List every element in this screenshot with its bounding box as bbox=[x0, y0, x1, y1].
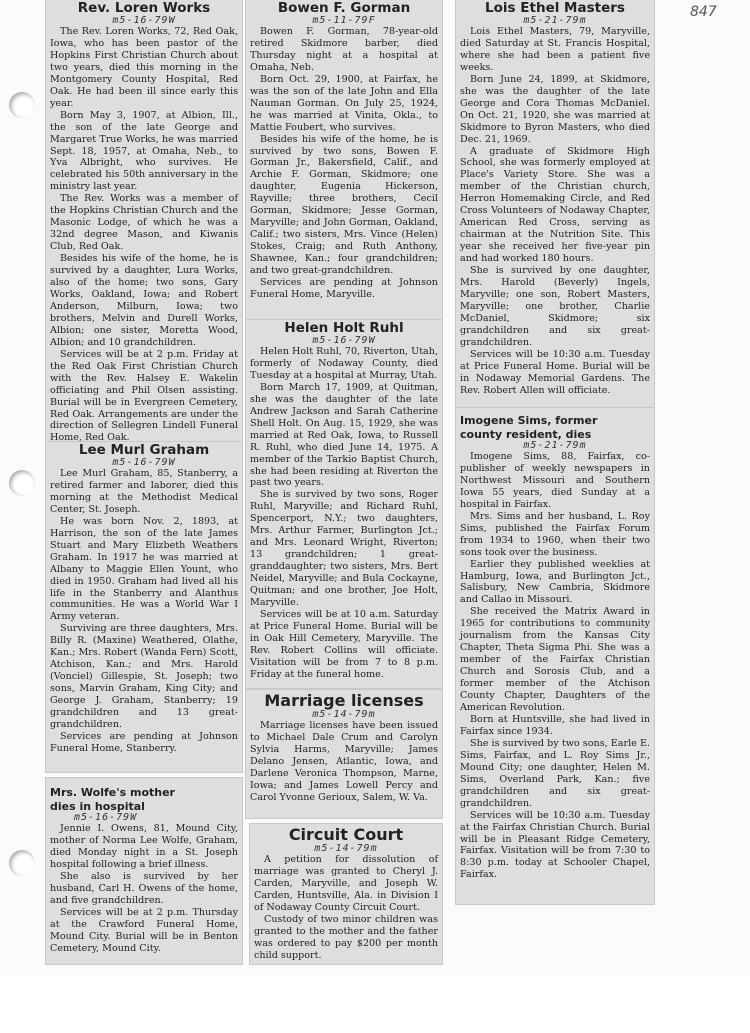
headline: Rev. Loren Works bbox=[77, 1, 211, 16]
paragraph: Services will be 10:30 a.m. Tuesday at Price Funeral Home. Burial will be in Nodaway Memorial Gardens. The Rev. Robert Allen will officiate. bbox=[460, 348, 650, 396]
headline: Marriage licenses bbox=[264, 691, 424, 710]
paragraph: Lois Ethel Masters, 79, Maryville, died Saturday at St. Francis Hospital, where she had been a patient five weeks. bbox=[460, 26, 650, 73]
paragraph: Surviving are three daughters, Mrs. Billy R. (Maxine) Weathered, Olathe, Kan.; Mrs. Robert (Wanda Fern) Scott, Atchison, Kan.; and Mrs. Harold (Vonciel) Gillespie, St. Joseph; two sons, Marvin Graham, King City; and George J. Graham, Stanberry; 19 grandchildren and 13 great-grandchildren. bbox=[50, 623, 238, 731]
paragraph: Services will be at 2 p.m. Thursday at the Crawford Funeral Home, Mound City. Burial will be in Benton Cemetery, Mound City. bbox=[50, 906, 238, 954]
handwritten-date: m5-16-79W bbox=[312, 335, 376, 346]
article-body bbox=[250, 346, 438, 681]
paragraph: A petition for dissolution of marriage was granted to Cheryl J. Carden, Maryville, and Joseph W. Carden, Huntsville, Ala. in Division I of Nodaway County Circuit Court. bbox=[254, 854, 438, 913]
paragraph: Marriage licenses have been issued to Michael Dale Crum and Carolyn Sylvia Harms, Maryville; James Delano Jensen, Atlantic, Iowa, and Darlene Veronica Thompson, Marne, Iowa; and James Lowell Percy and Carol Yvonne Gerioux, Salem, W. Va. bbox=[250, 720, 438, 803]
paragraph: Born May 3, 1907, at Albion, Ill., the son of the late George and Margaret True Works, he was married Sept. 18, 1957, at Omaha, Neb., to Yva Albright, who survives. He celebrated his 50th anniversary in the ministry last year. bbox=[50, 109, 238, 193]
paragraph: Mrs. Sims and her husband, L. Roy Sims, published the Fairfax Forum from 1934 to 1960, when their two sons took over the business. bbox=[460, 510, 650, 558]
paragraph: A graduate of Skidmore High School, she was formerly employed at Place's Variety Store. She was a member of the Christian church, Herron Homemaking Circle, and Red Cross Volunteers of Nodaway Chapter, American Red Cross, serving as chairman at the Nutrition Site. This year she received her five-year pin and had worked 180 hours. bbox=[460, 145, 650, 265]
paragraph: Besides his wife of the home, he is survived by two sons, Bowen F. Gorman Jr., Bakersfield, Calif., and Archie F. Gorman, Skidmore; one daughter, Eugenia Hickerson, Rayville; three brothers, Cecil Gorman, Skidmore; Jesse Gorman, Maryville; and John Gorman, Oakland, Calif.; two sisters, Mrs. Vince (Helen) Stokes, Craig; and Ruth Anthony, Shawnee, Kan.; four grandchildren; and two great-grandchildren. bbox=[250, 133, 438, 277]
article-body bbox=[50, 26, 238, 442]
article-body bbox=[50, 823, 238, 954]
paragraph: Born March 17, 1909, at Quitman, she was the daughter of the late Andrew Jackson and Sarah Catherine Shell Holt. On Aug. 15, 1929, she was married at Red Oak, Iowa, to Russell R. Ruhl, who died June 14, 1975. A member of the Tarkio Baptist Church, she had been residing at Riverton the past two years. bbox=[250, 381, 438, 489]
article-body bbox=[250, 26, 438, 301]
punch-hole-middle bbox=[9, 470, 35, 496]
paragraph: Services are pending at Johnson Funeral Home, Maryville. bbox=[250, 277, 438, 300]
paragraph: Lee Murl Graham, 85, Stanberry, a retired farmer and laborer, died this morning at the Methodist Medical Center, St. Joseph. bbox=[50, 468, 238, 515]
paragraph: Born Oct. 29, 1900, at Fairfax, he was the son of the late John and Ella Nauman Gorman. On July 25, 1924, he was married at Vinita, Okla., to Mattie Foubert, who survives. bbox=[250, 73, 438, 133]
headline: Lois Ethel Masters bbox=[485, 1, 625, 16]
headline-line-2: dies in hospital bbox=[50, 800, 145, 813]
headline-line-2: county resident, dies bbox=[460, 428, 592, 441]
paragraph: Custody of two minor children was granted to the mother and the father was ordered to pay $200 per month child support. bbox=[254, 913, 438, 961]
handwritten-date: m5-14-79m bbox=[314, 843, 378, 854]
paragraph: Jennie I. Owens, 81, Mound City, mother of Norma Lee Wolfe, Graham, died Monday night in a St. Joseph hospital following a brief illness. bbox=[50, 823, 238, 870]
paragraph: Services will be at 2 p.m. Friday at the Red Oak First Christian Church with the Rev. Halsey E. Wakelin officiating and Phil Olsen assisting. Burial will be in Evergreen Cemetery, Red Oak. Arrangements are under the direction of Sellegren Lindell Funeral Home, Red Oak. bbox=[50, 348, 238, 442]
article-body bbox=[460, 26, 650, 397]
paragraph: Earlier they published weeklies at Hamburg, Iowa, and Burlington Jct., Salisbury, New Cambria, Skidmore and Callao in Missouri. bbox=[460, 558, 650, 606]
clipping-gorman bbox=[246, 0, 442, 320]
paragraph: Services are pending at Johnson Funeral Home, Stanberry. bbox=[50, 730, 238, 754]
clipping-circuit-court bbox=[250, 824, 442, 964]
paragraph: She is survived by one daughter, Mrs. Harold (Beverly) Ingels, Maryville; one son, Robert Masters, Maryville; one brother, Charlie McDaniel, Skidmore; six grandchildren and six great-grandchildren. bbox=[460, 265, 650, 348]
paragraph: Helen Holt Ruhl, 70, Riverton, Utah, formerly of Nodaway County, died Tuesday at a hospital at Murray, Utah. bbox=[250, 346, 438, 381]
page-margin-bottom bbox=[0, 975, 750, 1033]
handwritten-date: m5-21-79m bbox=[523, 440, 587, 451]
headline: Helen Holt Ruhl bbox=[284, 321, 404, 336]
headline: Circuit Court bbox=[288, 825, 404, 844]
paragraph: He was born Nov. 2, 1893, at Harrison, the son of the late James Stuart and Mary Elizbeth Weathers Graham. In 1917 he was married at Albany to Maggie Ellen Yount, who died in 1950. Graham had lived all his life in the Stanberry and Alanthus communities. He was a World War I Army veteran. bbox=[50, 515, 238, 623]
handwritten-date: m5-16-79W bbox=[74, 812, 138, 823]
clipping-marriage-licenses bbox=[246, 690, 442, 818]
paragraph: Besides his wife of the home, he is survived by a daughter, Lura Works, also of the home; two sons, Gary Works, Oakland, Iowa; and Robert Anderson, Milburn, Iowa; two brothers, Melvin and Durell Works, Albion; one sister, Moretta Wood, Albion; and 10 grandchildren. bbox=[50, 253, 238, 348]
paragraph: The Rev. Works was a member of the Hopkins Christian Church and the Masonic Lodge, of which he was a 32nd degree Mason, and Kiwanis Club, Red Oak. bbox=[50, 193, 238, 253]
headline: Lee Murl Graham bbox=[78, 443, 210, 458]
paragraph: She received the Matrix Award in 1965 for contributions to community journalism from the Kansas City Chapter, Theta Sigma Phi. She was a member of the Fairfax Christian Church and Sorosis Club, and a former member of the Atchison County Chapter, Daughters of the American Revolution. bbox=[460, 606, 650, 714]
clipping-masters bbox=[456, 0, 654, 408]
handwritten-date: m5-14-79m bbox=[312, 709, 376, 720]
clipping-ruhl bbox=[246, 320, 442, 688]
handwritten-date: m5-16-79W bbox=[112, 457, 176, 468]
punch-hole-top bbox=[9, 92, 35, 118]
clipping-sims bbox=[456, 408, 654, 904]
headline-line-1: Imogene Sims, former bbox=[460, 414, 598, 427]
paragraph: Born June 24, 1899, at Skidmore, she was the daughter of the late George and Cora Thomas McDaniel. On Oct. 21, 1920, she was married at Skidmore to Byron Masters, who died Dec. 21, 1969. bbox=[460, 73, 650, 145]
handwritten-date: m5-21-79m bbox=[523, 15, 587, 26]
clipping-works bbox=[46, 0, 242, 442]
article-body bbox=[460, 451, 650, 881]
clipping-graham bbox=[46, 442, 242, 772]
paragraph: Bowen F. Gorman, 78-year-old retired Skidmore barber, died Thursday night at a hospital at Omaha, Neb. bbox=[250, 26, 438, 73]
paragraph: She is survived by two sons, Roger Ruhl, Maryville; and Richard Ruhl, Spencerport, N.Y.; two daughters, Mrs. Arthur Farmer, Burlington Jct.; and Mrs. Leonard Wright, Riverton; 13 grandchildren; 1 great-granddaughter; two sisters, Mrs. Bert Neidel, Maryville; and Bula Cockayne, Quitman; and one brother, Joe Holt, Maryville. bbox=[250, 489, 438, 609]
page-number: 847 bbox=[690, 4, 717, 20]
handwritten-date: m5-16-79W bbox=[112, 15, 176, 26]
paragraph: Services will be 10:30 a.m. Tuesday at the Fairfax Christian Church. Burial will be in Pleasant Ridge Cemetery, Fairfax. Visitation will be from 7:30 to 8:30 p.m. today at Schooler Chapel, Fairfax. bbox=[460, 809, 650, 881]
paragraph: Born at Huntsville, she had lived in Fairfax since 1934. bbox=[460, 713, 650, 737]
paragraph: She also is survived by her husband, Carl H. Owens of the home, and five grandchildren. bbox=[50, 870, 238, 906]
paragraph: She is survived by two sons, Earle E. Sims, Fairfax, and L. Roy Sims Jr., Mound City; one daughter, Helen M. Sims, Overland Park, Kan.; five grandchildren and six great-grandchildren. bbox=[460, 737, 650, 809]
article-body bbox=[250, 720, 438, 804]
headline-line-1: Mrs. Wolfe's mother bbox=[50, 786, 175, 799]
handwritten-date: m5-11-79F bbox=[312, 15, 376, 26]
headline: Bowen F. Gorman bbox=[277, 1, 411, 16]
punch-hole-bottom bbox=[9, 850, 35, 876]
paragraph: Imogene Sims, 88, Fairfax, co-publisher of weekly newspapers in Northwest Missouri and Southern Iowa 55 years, died Sunday at a hospital in Fairfax. bbox=[460, 451, 650, 510]
paragraph: Services will be at 10 a.m. Saturday at Price Funeral Home. Burial will be in Oak Hill Cemetery, Maryville. The Rev. Robert Collins will officiate. Visitation will be from 7 to 8 p.m. Friday at the funeral home. bbox=[250, 608, 438, 680]
article-body bbox=[254, 854, 438, 962]
article-body bbox=[50, 468, 238, 755]
paragraph: The Rev. Loren Works, 72, Red Oak, Iowa, who has been pastor of the Hopkins First Christian Church about two years, died this morning in the Montgomery County Hospital, Red Oak. He had been ill since early this year. bbox=[50, 26, 238, 109]
clipping-wolfe bbox=[46, 778, 242, 964]
